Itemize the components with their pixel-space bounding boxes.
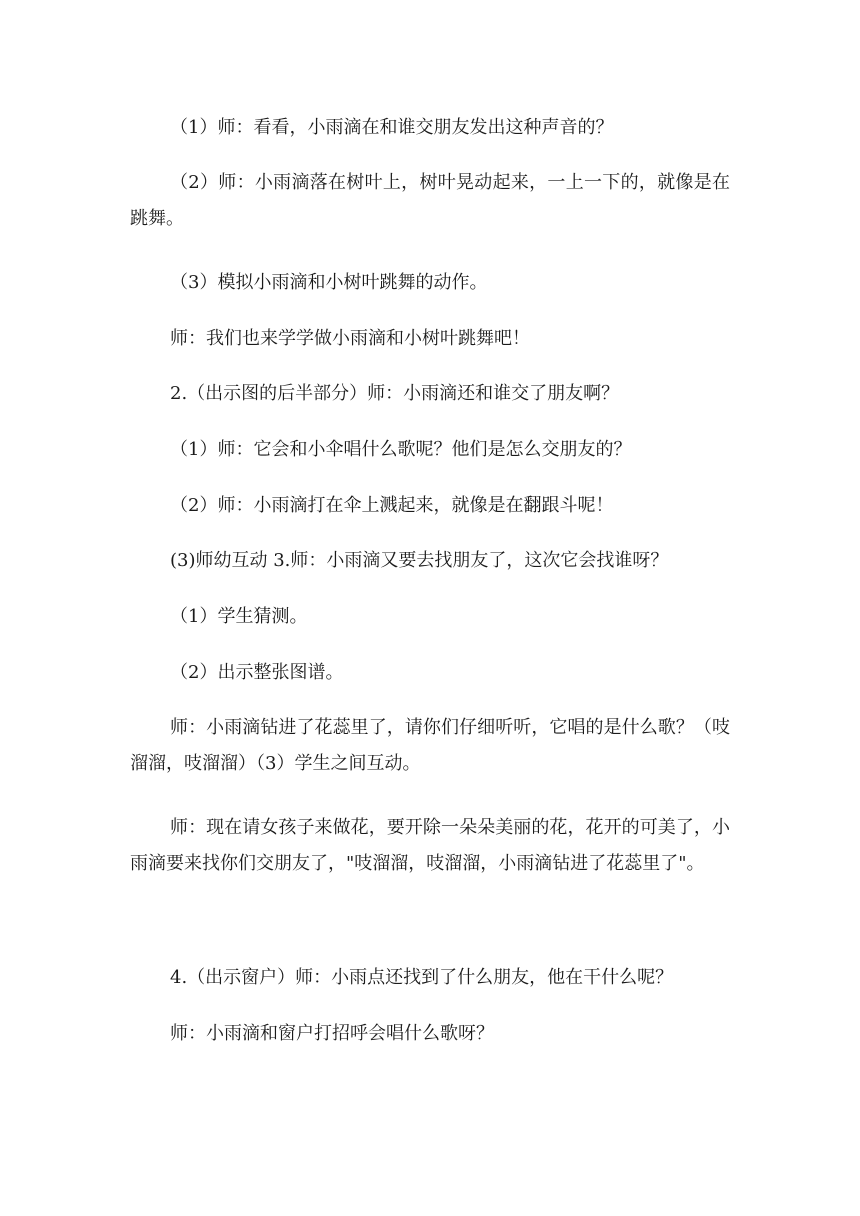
- paragraph-13: 4.（出示窗户）师：小雨点还找到了什么朋友，他在干什么呢？: [170, 967, 674, 988]
- document-page: [130, 0, 730, 1216]
- paragraph-8: (3)师幼互动 3.师：小雨滴又要去找朋友了，这次它会找谁呀？: [170, 550, 669, 571]
- paragraph-11: 师：小雨滴钻进了花蕊里了，请你们仔细听听，它唱的是什么歌？（吱溜溜，吱溜溜）（3）学生之间互动。: [130, 717, 730, 774]
- paragraph-7: （2）师：小雨滴打在伞上溅起来，就像是在翻跟斗呢！: [170, 495, 614, 516]
- paragraph-10: （2）出示整张图谱。: [170, 662, 344, 683]
- paragraph-9: （1）学生猜测。: [170, 606, 308, 627]
- paragraph-5: 2.（出示图的后半部分）师：小雨滴还和谁交了朋友啊？: [170, 383, 620, 404]
- paragraph-3: （3）模拟小雨滴和小树叶跳舞的动作。: [170, 272, 488, 293]
- paragraph-12: 师：现在请女孩子来做花，要开除一朵朵美丽的花，花开的可美了，小雨滴要来找你们交朋友了，"吱溜溜，吱溜溜，小雨滴钻进了花蕊里了"。: [130, 817, 730, 874]
- paragraph-2: （2）师：小雨滴落在树叶上，树叶晃动起来，一上一下的，就像是在跳舞。: [130, 172, 730, 229]
- paragraph-1: （1）师：看看，小雨滴在和谁交朋友发出这种声音的？: [170, 117, 614, 138]
- paragraph-4: 师：我们也来学学做小雨滴和小树叶跳舞吧！: [170, 328, 530, 349]
- paragraph-6: （1）师：它会和小伞唱什么歌呢？他们是怎么交朋友的？: [170, 439, 632, 460]
- paragraph-14: 师：小雨滴和窗户打招呼会唱什么歌呀？: [170, 1023, 494, 1044]
